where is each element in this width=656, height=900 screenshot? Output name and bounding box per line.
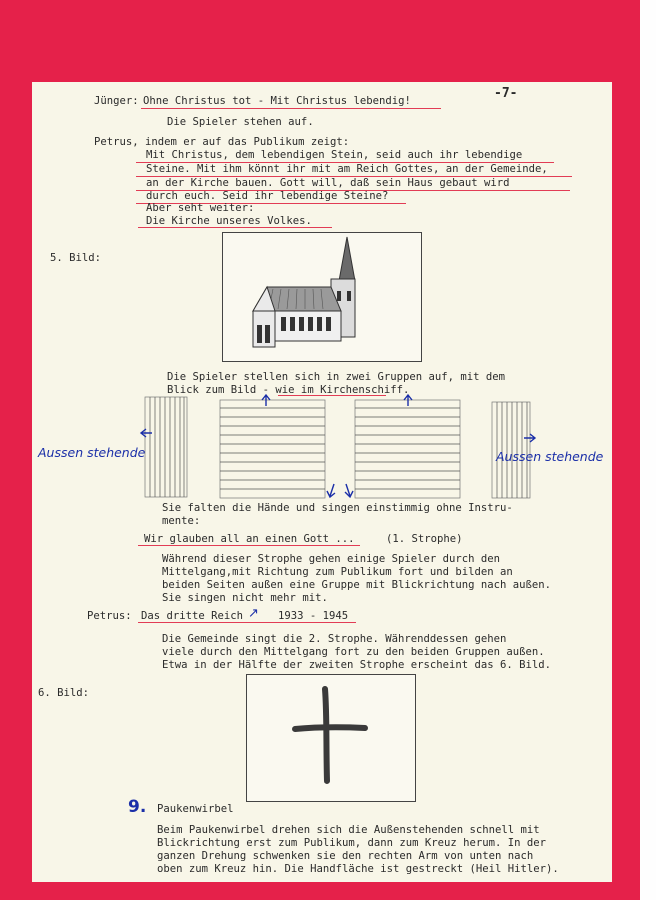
line-17: beiden Seiten außen eine Gruppe mit Blickrichtung nach außen. <box>162 579 552 591</box>
cross-picture-frame <box>246 674 416 802</box>
line-14: Wir glauben all an einen Gott ... <box>144 533 355 545</box>
line-16: Mittelgang,mit Richtung zum Publikum fort und bilden an <box>162 566 513 578</box>
line-8: Aber seht weiter: <box>146 202 255 214</box>
bild-6-label: 6. Bild: <box>38 687 90 699</box>
line-18: Sie singen nicht mehr mit. <box>162 592 328 604</box>
line-23: Paukenwirbel <box>157 803 234 815</box>
line-27: oben zum Kreuz hin. Die Handfläche ist gestreckt (Heil Hitler). <box>157 863 559 875</box>
line-25: Blickrichtung erst zum Publikum, dann zum Kreuz herum. In der <box>157 837 547 849</box>
red-underline <box>138 545 360 546</box>
line-2: Die Spieler stehen auf. <box>167 116 314 128</box>
handwritten-label-right: Aussen stehende <box>496 449 604 464</box>
line-15: Während dieser Strophe gehen einige Spieler durch den <box>162 553 501 565</box>
line-24: Beim Paukenwirbel drehen sich die Außenstehenden schnell mit <box>157 824 540 836</box>
line-11: Blick zum Bild - wie im Kirchenschiff. <box>167 384 410 396</box>
line-14-strophe: (1. Strophe) <box>386 533 463 545</box>
line-22: Etwa in der Hälfte der zweiten Strophe erscheint das 6. Bild. <box>162 659 552 671</box>
line-20: Die Gemeinde singt die 2. Strophe. Währenddessen gehen <box>162 633 507 645</box>
red-underline <box>138 622 356 623</box>
line-1: Ohne Christus tot - Mit Christus lebendig! <box>143 95 411 107</box>
bild-5-label: 5. Bild: <box>50 252 102 264</box>
arrow-icon <box>141 395 535 497</box>
speaker-petrus: Petrus: <box>87 610 132 622</box>
cross-drawing <box>247 675 415 801</box>
line-6: an der Kirche bauen. Gott will, daß sein Haus gebaut wird <box>146 177 510 189</box>
line-26: ganzen Drehung schwenken sie den rechten Arm von unten nach <box>157 850 534 862</box>
handwritten-label-left: Aussen stehende <box>38 445 146 460</box>
line-9: Die Kirche unseres Volkes. <box>146 215 312 227</box>
line-4: Mit Christus, dem lebendigen Stein, seid auch ihr lebendige <box>146 149 523 161</box>
line-19: Das dritte Reich <box>141 610 244 622</box>
page-number: -7- <box>494 86 518 101</box>
line-12: Sie falten die Hände und singen einstimmig ohne Instru- <box>162 502 513 514</box>
line-10: Die Spieler stellen sich in zwei Gruppen auf, mit dem <box>167 371 506 383</box>
handwritten-mark: ↗ <box>248 606 259 621</box>
speaker-juenger: Jünger: <box>94 95 139 107</box>
line-5: Steine. Mit ihm könnt ihr mit am Reich Gottes, an der Gemeinde, <box>146 163 548 175</box>
handwritten-note-number: 9. <box>128 797 147 817</box>
line-3: Petrus, indem er auf das Publikum zeigt: <box>94 136 350 148</box>
line-21: viele durch den Mittelgang fort zu den beiden Gruppen außen. <box>162 646 545 658</box>
line-19-years: 1933 - 1945 <box>278 610 349 622</box>
line-7: durch euch. Seid ihr lebendige Steine? <box>146 190 389 202</box>
line-13: mente: <box>162 515 201 527</box>
